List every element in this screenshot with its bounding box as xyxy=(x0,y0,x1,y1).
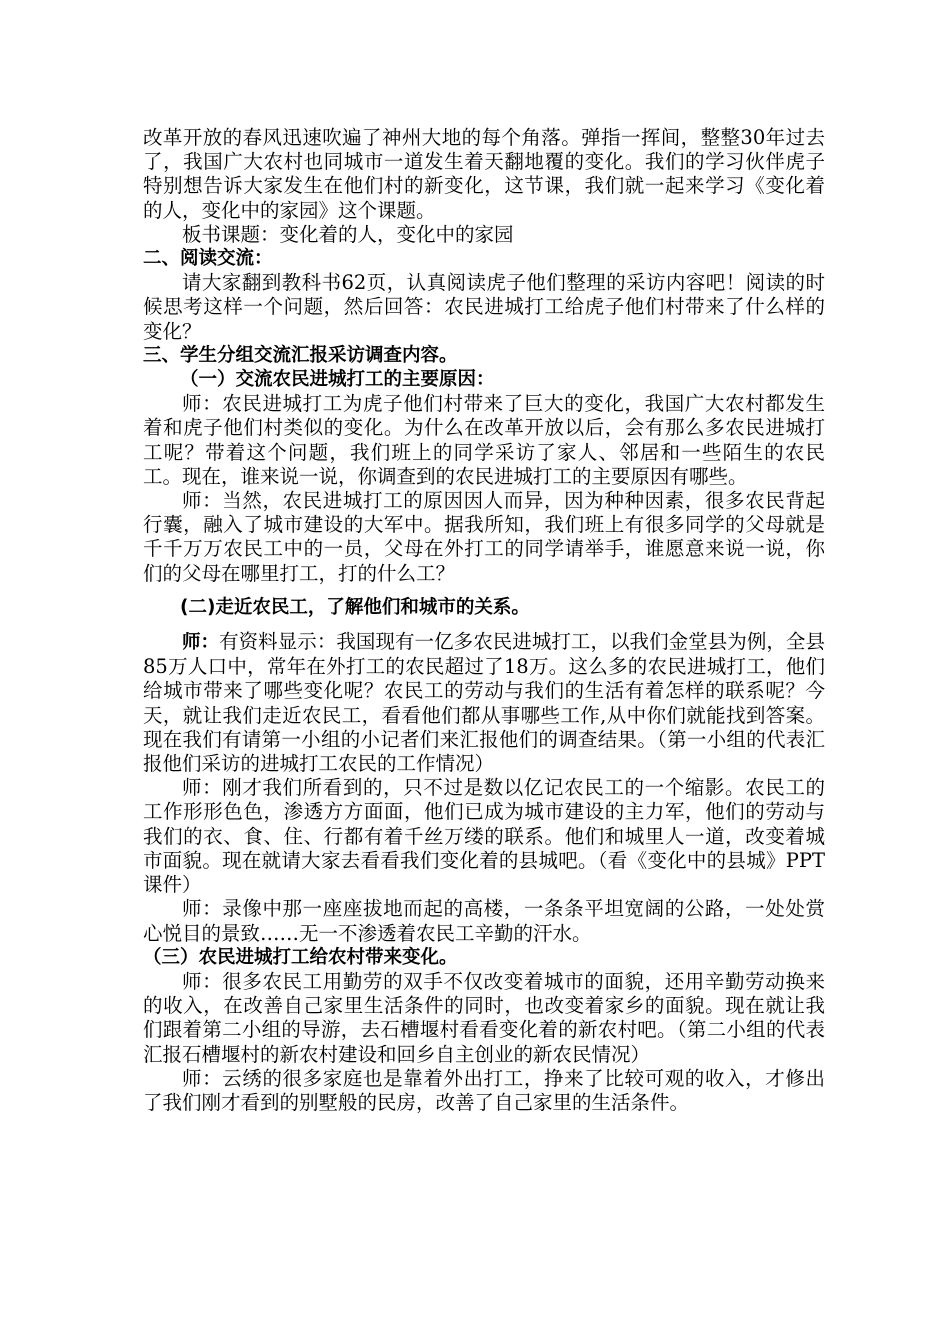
speaker-label: 师： xyxy=(182,632,220,654)
document-body xyxy=(143,126,825,1115)
heading-village-change: （三）农民进城打工给农村带来变化。 xyxy=(143,946,458,968)
paragraph-migrant-data-text: 有资料显示：我国现有一亿多农民进城打工，以我们金堂县为例，全县85万人口中，常年在外打工的农民超过了18万。这么多的农民进城打工，他们给城市带来了哪些变化呢？农民工的劳动与我们的生活有着怎样的联系呢？今天，就让我们走近农民工，看看他们都从事哪些工作,从中你们就能找到答案。现在我们有请第一小组的小记者们来汇报他们的调查结果。（第一小组的代表汇报他们采访的进城打工农民的工作情况） xyxy=(143,630,825,776)
heading-group-report: 三、学生分组交流汇报采访调查内容。 xyxy=(143,344,458,366)
paragraph-reading: 请大家翻到教科书62页，认真阅读虎子他们整理的采访内容吧！阅读的时候思考这样一个问题，然后回答：农民进城打工给虎子他们村带来了什么样的变化？ xyxy=(143,271,825,343)
heading-migrant-workers: (二)走近农民工，了解他们和城市的关系。 xyxy=(180,596,530,618)
heading-reading-exchange: 二、阅读交流： xyxy=(143,248,273,270)
paragraph-village-2: 师：云绣的很多家庭也是靠着外出打工，挣来了比较可观的收入，才修出了我们刚才看到的别墅般的民房，改善了自己家里的生活条件。 xyxy=(143,1066,825,1114)
paragraph-migrant-data xyxy=(143,630,825,776)
paragraph-intro: 改革开放的春风迅速吹遍了神州大地的每个角落。弹指一挥间，整整30年过去了，我国广大农村也同城市一道发生着天翻地覆的变化。我们的学习伙伴虎子特别想告诉大家发生在他们村的新变化，这节课，我们就一起来学习《变化着的人，变化中的家园》这个课题。 xyxy=(143,126,825,222)
paragraph-board-title: 板书课题：变化着的人，变化中的家园 xyxy=(182,222,514,246)
paragraph-video: 师：录像中那一座座拔地而起的高楼，一条条平坦宽阔的公路，一处处赏心悦目的景致……无一不渗透着农民工辛勤的汗水。 xyxy=(143,897,825,945)
paragraph-village-1: 师：很多农民工用勤劳的双手不仅改变着城市的面貌，还用辛勤劳动换来的收入，在改善自己家里生活条件的同时，也改变着家乡的面貌。现在就让我们跟着第二小组的导游，去石槽堰村看看变化着的新农村吧。（第二小组的代表汇报石槽堰村的新农村建设和回乡自主创业的新农民情况） xyxy=(143,969,825,1066)
heading-reasons: （一）交流农民进城打工的主要原因： xyxy=(180,369,495,391)
paragraph-city-change: 师：刚才我们所看到的，只不过是数以亿记农民工的一个缩影。农民工的工作形形色色，渗透方方面面，他们已成为城市建设的主力军，他们的劳动与我们的衣、食、住、行都有着千丝万缕的联系。他们和城里人一道，改变着城市面貌。现在就请大家去看看我们变化着的县城吧。（看《变化中的县城》PPT课件） xyxy=(143,776,825,897)
paragraph-reasons-2: 师：当然，农民进城打工的原因因人而异，因为种种因素，很多农民背起行囊，融入了城市建设的大军中。据我所知，我们班上有很多同学的父母就是千千万万农民工中的一员，父母在外打工的同学请举手，谁愿意来说一说，你们的父母在哪里打工，打的什么工？ xyxy=(143,489,825,585)
paragraph-reasons-1: 师：农民进城打工为虎子他们村带来了巨大的变化，我国广大农村都发生着和虎子他们村类似的变化。为什么在改革开放以后，会有那么多农民进城打工呢？带着这个问题，我们班上的同学采访了家人、邻居和一些陌生的农民工。现在，谁来说一说，你调查到的农民进城打工的主要原因有哪些。 xyxy=(143,392,825,488)
